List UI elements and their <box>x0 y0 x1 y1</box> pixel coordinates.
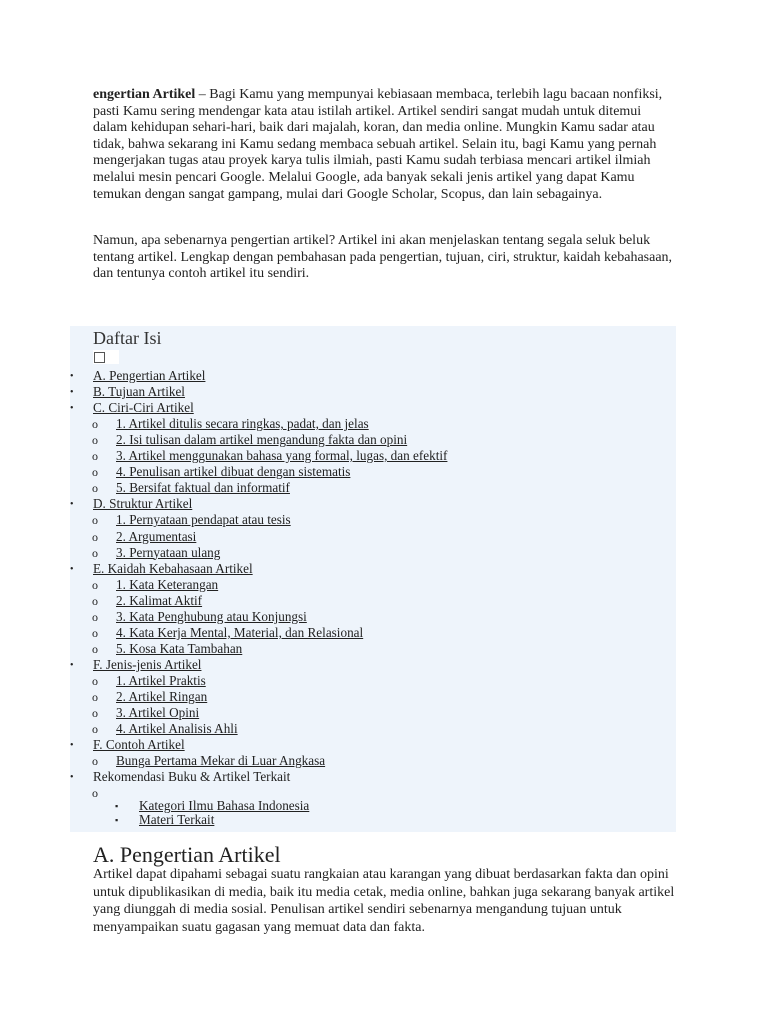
toc-link[interactable]: D. Struktur Artikel <box>93 496 193 512</box>
toc-toggle-checkbox-icon[interactable] <box>94 352 105 363</box>
toc-toggle[interactable] <box>93 350 119 364</box>
toc-item[interactable] <box>115 812 215 828</box>
toc-bullet-icon: o <box>92 513 98 528</box>
toc-item[interactable] <box>92 672 206 689</box>
toc-item[interactable] <box>92 448 448 464</box>
toc-bullet-icon: o <box>92 786 98 801</box>
intro-lead-bold: engertian Artikel <box>93 87 196 102</box>
toc-bullet-icon: o <box>92 481 98 496</box>
toc-bullet-icon: • <box>70 387 74 399</box>
toc-item[interactable] <box>92 480 290 496</box>
toc-item[interactable] <box>70 368 206 384</box>
toc-item[interactable] <box>92 528 197 545</box>
toc-item[interactable] <box>92 464 351 480</box>
toc-heading-label: Rekomendasi Buku & Artikel Terkait <box>93 769 291 785</box>
toc-item[interactable] <box>92 592 203 609</box>
intro-lead-text: – Bagi Kamu yang mempunyai kebiasaan membaca, terlebih lagu bacaan nonfiksi, pasti Kamu sering mendengar kata atau istilah artikel. Artikel sendiri sangat mudah untuk ditemui dalam kehidupan sehari-hari, baik dari majalah, koran, dan media online. Mungkin Kamu sadar atau tidak, bahwa sekarang ini Kamu sedang membaca sebuah artikel. Selain itu, bagi Kamu yang pernah mengerjakan tugas atau proyek karya tulis ilmiah, pasti Kamu sudah terbiasa mencari artikel ilmiah melalui mesin pencari Google. Melalui Google, ada banyak sekali jenis artikel yang dapat Kamu temukan dengan sangat gampang, mulai dari Google Scholar, Scopus, dan lain sebagainya. <box>93 87 663 202</box>
toc-item[interactable] <box>92 608 307 625</box>
section-title-pengertian: A. Pengertian Artikel <box>93 842 281 867</box>
toc-link[interactable]: C. Ciri-Ciri Artikel <box>93 400 194 416</box>
toc-bullet-icon: o <box>92 417 98 432</box>
toc-link[interactable]: B. Tujuan Artikel <box>93 384 185 400</box>
toc-link[interactable]: 5. Bersifat faktual dan informatif <box>116 480 290 496</box>
toc-link[interactable]: 3. Kata Penghubung atau Konjungsi <box>116 608 307 624</box>
toc-link[interactable]: 2. Isi tulisan dalam artikel mengandung fakta dan opini <box>116 432 408 448</box>
toc-bullet-icon: • <box>70 659 74 671</box>
toc-link[interactable]: 1. Artikel Praktis <box>116 672 206 688</box>
toc-bullet-icon: o <box>92 673 98 688</box>
toc-bullet-icon: o <box>92 754 98 769</box>
toc-item[interactable] <box>70 400 194 416</box>
toc-item <box>70 769 291 785</box>
toc-bullet-icon: • <box>70 740 74 752</box>
toc-bullet-icon: ▪ <box>115 801 119 812</box>
toc-bullet-icon: o <box>92 609 98 624</box>
toc-item[interactable] <box>70 560 253 577</box>
toc-link[interactable]: 1. Artikel ditulis secara ringkas, padat, dan jelas <box>116 416 369 432</box>
toc-link[interactable]: 3. Artikel Opini <box>116 705 200 721</box>
toc-item[interactable] <box>70 656 202 673</box>
toc-link[interactable]: F. Contoh Artikel <box>93 737 185 753</box>
toc-bullet-icon: o <box>92 545 98 560</box>
toc-item[interactable] <box>92 705 200 721</box>
intro-paragraph <box>93 87 677 203</box>
toc-item[interactable] <box>70 737 185 753</box>
toc-item[interactable] <box>92 624 364 641</box>
toc-bullet-icon: • <box>70 563 74 575</box>
toc-bullet-icon: o <box>92 433 98 448</box>
toc-bullet-icon: • <box>70 772 74 784</box>
toc-item[interactable] <box>92 544 221 561</box>
toc-item[interactable] <box>70 384 185 400</box>
toc-link[interactable]: 2. Argumentasi <box>116 528 197 544</box>
toc-bullet-icon: o <box>92 465 98 480</box>
toc-bullet-icon: o <box>92 706 98 721</box>
toc-bullet-icon: o <box>92 625 98 640</box>
toc-item[interactable] <box>92 753 326 769</box>
toc-link[interactable]: E. Kaidah Kebahasaan Artikel <box>93 560 253 576</box>
toc-link[interactable]: 3. Artikel menggunakan bahasa yang formal, lugas, dan efektif <box>116 448 448 464</box>
toc-bullet-icon: • <box>70 403 74 415</box>
section-body-pengertian: Artikel dapat dipahami sebagai suatu rangkaian atau karangan yang dibuat berdasarkan fakta dan opini untuk dipublikasikan di media, baik itu media cetak, media online, bahkan juga sekarang banyak artikel yang diunggah di media sosial. Penulisan artikel sendiri sebenarnya mengandung tujuan untuk menyampaikan suatu gagasan yang memuat data dan fakta. <box>93 867 675 935</box>
toc-link[interactable]: 1. Pernyataan pendapat atau tesis <box>116 512 291 528</box>
toc-link[interactable]: 2. Artikel Ringan <box>116 689 208 704</box>
toc-link[interactable]: Materi Terkait <box>139 812 215 828</box>
intro-second-paragraph: Namun, apa sebenarnya pengertian artikel? Artikel ini akan menjelaskan tentang segala seluk beluk tentang artikel. Lengkap dengan pembahasan pada pengertian, tujuan, ciri, struktur, kaidah kebahasaan, dan tentunya contoh artikel itu sendiri. <box>93 233 673 282</box>
toc-link[interactable]: 4. Artikel Analisis Ahli <box>116 721 238 737</box>
toc-bullet-icon: ▪ <box>115 815 119 826</box>
toc-bullet-icon: • <box>70 499 74 511</box>
toc-item[interactable] <box>92 640 243 657</box>
toc-bullet-icon: • <box>70 371 74 382</box>
toc-item[interactable] <box>92 721 238 737</box>
toc-item[interactable] <box>92 432 408 448</box>
toc-link[interactable]: 4. Kata Kerja Mental, Material, dan Relasional <box>116 624 364 640</box>
article-intro <box>93 87 677 283</box>
toc-item[interactable] <box>92 416 369 432</box>
toc-link[interactable]: 3. Pernyataan ulang <box>116 544 221 560</box>
toc-link[interactable]: Bunga Pertama Mekar di Luar Angkasa <box>116 753 326 769</box>
toc-link[interactable]: F. Jenis-jenis Artikel <box>93 656 202 672</box>
toc-link[interactable]: 5. Kosa Kata Tambahan <box>116 640 243 656</box>
toc-bullet-icon: o <box>92 722 98 737</box>
toc-link[interactable]: 2. Kalimat Aktif <box>116 592 203 608</box>
toc-link[interactable]: Kategori Ilmu Bahasa Indonesia <box>139 798 310 814</box>
toc-item[interactable] <box>92 576 219 593</box>
toc-link[interactable]: 1. Kata Keterangan <box>116 576 219 592</box>
toc-item[interactable] <box>92 689 208 705</box>
toc-bullet-icon: o <box>92 690 98 704</box>
toc-link[interactable]: 4. Penulisan artikel dibuat dengan sistematis <box>116 464 351 480</box>
toc-bullet-icon: o <box>92 593 98 608</box>
toc-bullet-icon: o <box>92 529 98 544</box>
toc-bullet-icon: o <box>92 577 98 592</box>
toc-bullet-icon: o <box>92 449 98 464</box>
toc-title: Daftar Isi <box>93 328 162 348</box>
toc-item[interactable] <box>70 496 193 512</box>
toc-item[interactable] <box>92 512 291 528</box>
toc-link[interactable]: A. Pengertian Artikel <box>93 368 206 383</box>
toc-bullet-icon: o <box>92 641 98 656</box>
